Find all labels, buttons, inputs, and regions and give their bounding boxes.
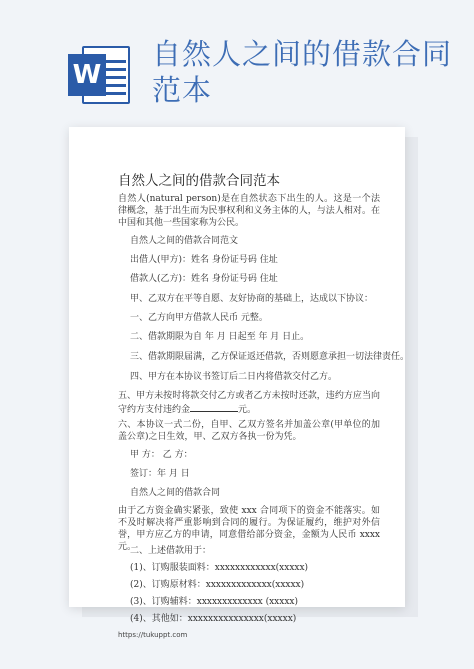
second-paragraph: 由于乙方资金确实紧张，致使 xxx 合同项下的资金不能落实。如不及时解决将严重影响到合同的履行。为保证履约，维护对外信誉，甲方应乙方的申请，同意借给部分资金，金额为人民币 xxxx 元。 [118,506,380,552]
doc-line-7: 三、借款期限届满，乙方保证返还借款，否则愿意承担一切法律责任。 [130,352,410,362]
doc-line-6: 二、借款期限为自 年 月 日起至 年 月 日止。 [130,332,310,342]
clause-six: 六、本协议一式二份，自甲、乙双方签名并加盖公章(甲单位的加盖公章)之日生效，甲、乙双方各执一份为凭。 [118,420,380,442]
doc-line-1: 自然人之间的借款合同范文 [130,236,239,246]
intro-paragraph: 自然人(natural person)是在自然状态下出生的人。这是一个法律概念，基于出生而为民事权利和义务主体的人，与法人相对。在中国和其他一些国家称为公民。 [118,194,380,228]
blank-underline [190,402,238,412]
usage-title: 二、上述借款用于： [130,546,212,556]
clause-five [118,390,380,416]
clause-five-text: 五、甲方未按时将款交付乙方或者乙方未按时还款，违约方应当向守约方支付违约金 [118,391,380,415]
usage-item-1: (1)、订购服装面料：xxxxxxxxxxxx(xxxxx) [130,563,309,573]
word-document-icon [62,40,134,110]
word-logo-letter: W [68,54,106,96]
doc-line-3: 借款人(乙方)：姓名 身份证号码 住址 [130,274,278,284]
usage-item-3: (3)、订购辅料：xxxxxxxxxxxxx (xxxxx) [130,597,298,607]
doc-line-2: 出借人(甲方)：姓名 身份证号码 住址 [130,255,278,265]
doc-line-8: 四、甲方在本协议书签订后二日内将借款交付乙方。 [130,372,338,382]
doc-line-4: 甲、乙双方在平等自愿、友好协商的基础上，达成以下协议： [130,294,374,304]
footer-url: https://tukuppt.com [118,631,188,639]
doc-line-5: 一、乙方向甲方借款人民币 元整。 [130,313,268,323]
clause-five-end: 元。 [238,405,257,415]
date-line: 签订：年 月 日 [130,469,190,479]
usage-item-2: (2)、订购原材料：xxxxxxxxxxxxx(xxxxx) [130,580,305,590]
document-title: 自然人之间的借款合同范本 [118,173,280,189]
usage-item-4: (4)、其他如：xxxxxxxxxxxxxxx(xxxxx) [130,614,297,624]
header [0,0,474,118]
second-title: 自然人之间的借款合同 [130,488,221,498]
page-title: 自然人之间的借款合同范本 [152,37,453,107]
sign-line: 甲 方： 乙 方： [130,450,193,460]
